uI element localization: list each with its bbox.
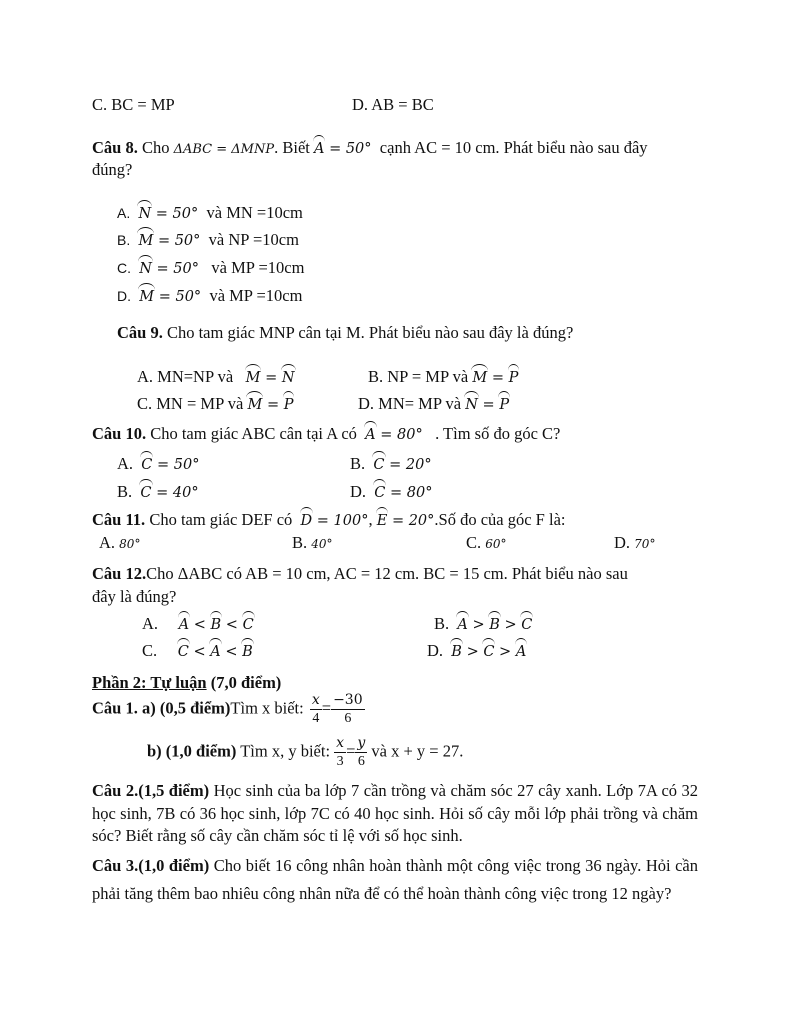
e1-a: Câu 1. a) (0,5 điểm)Tìm x biết: $\frac{x}{4}$ = $\frac{-30}{6}$: [92, 692, 363, 726]
q10-option-d: D. C = 80°: [350, 482, 433, 501]
q10-label: Câu 10.: [92, 424, 147, 443]
q8-text2: . Biết: [274, 138, 310, 157]
q8-label: Câu 8.: [92, 138, 138, 157]
q8-option-c: C. N = 50° và MP =10cm: [117, 258, 305, 277]
q11-option-a: A. 80°: [99, 533, 141, 552]
q11-stem: Câu 11. Cho tam giác DEF có D = 100°, E = 20°.Số đo của góc F là:: [92, 510, 566, 529]
q8-option-d: D. M = 50° và MP =10cm: [117, 286, 303, 305]
q12-option-b: B. A > B > C: [434, 614, 533, 633]
q10-option-b: B. C = 20°: [350, 454, 432, 473]
q8-angle-a: A = 50°: [313, 141, 372, 157]
q12-option-d: D. B > C > A: [427, 641, 527, 660]
part2-heading: [92, 673, 281, 693]
q12-option-a: A. A < B < C: [142, 614, 254, 633]
part2-title: Phần 2: Tự luận: [92, 673, 207, 692]
q11-option-c: C. 60°: [466, 533, 507, 552]
q7-option-c: C. BC = MP: [92, 95, 175, 114]
q9-stem: [117, 323, 573, 343]
part2-points: (7,0 điểm): [210, 673, 282, 692]
q11-option-d: D. 70°: [614, 533, 656, 552]
q9-option-d: D. MN= MP và N = P: [358, 394, 510, 413]
e2: Câu 2.(1,5 điểm) Học sinh của ba lớp 7 cần trồng và chăm sóc 27 cây xanh. Lớp 7A có 32 học sinh, 7B có 36 học sinh, lớp 7C có 40 học sinh. Hỏi số cây mỗi lớp phải trồng và chăm sóc? Biết rằng số cây cần chăm sóc tỉ lệ với số học sinh.: [92, 781, 699, 845]
q8-option-a: A. N = 50° và MN =10cm: [117, 203, 303, 222]
q9-option-c: C. MN = MP và M = P: [137, 394, 294, 413]
e3: Câu 3.(1,0 điểm) Cho biết 16 công nhân hoàn thành một công việc trong 36 ngày. Hỏi cần phải tăng thêm bao nhiêu công nhân nữa để có thể hoàn thành công việc trong 12 ngày?: [92, 856, 699, 903]
q8-text3: cạnh AC = 10 cm. Phát biểu nào sau đây: [379, 138, 648, 157]
q8-option-b: B. M = 50° và NP =10cm: [117, 230, 299, 249]
q12-stem: Câu 12.Cho ΔABC có AB = 10 cm, AC = 12 cm. BC = 15 cm. Phát biểu nào sau: [92, 564, 628, 583]
q8-text1: Cho: [141, 138, 170, 157]
q10-option-c: B. C = 40°: [117, 482, 199, 501]
q12-text2: đây là đúng?: [92, 587, 177, 606]
q12-label: Câu 12.: [92, 564, 147, 583]
e1-b: b) (1,0 điểm) Tìm x, y biết: $\frac{x}{3}$ = $\frac{y}{6}$ và x + y = 27.: [147, 735, 464, 769]
q10-stem: Câu 10. Cho tam giác ABC cân tại A có A = 80° . Tìm số đo góc C?: [92, 424, 561, 443]
q11-option-b: B. 40°: [292, 533, 333, 552]
q11-label: Câu 11.: [92, 510, 146, 529]
q12-option-c: C. C < A < B: [142, 641, 253, 660]
q7-option-d: D. AB = BC: [352, 95, 434, 114]
q9-option-a: A. MN=NP và M = N: [137, 367, 295, 386]
q8-triangle-congruence: ΔABC = ΔMNP: [173, 142, 275, 157]
q8-text4: đúng?: [92, 160, 133, 179]
q10-option-a: A. C = 50°: [117, 454, 200, 473]
q8-stem: [92, 138, 648, 158]
q9-label: Câu 9.: [117, 323, 163, 342]
q9-text: Cho tam giác MNP cân tại M. Phát biểu nào sau đây là đúng?: [166, 323, 574, 342]
q9-option-b: B. NP = MP và M = P: [368, 367, 519, 386]
